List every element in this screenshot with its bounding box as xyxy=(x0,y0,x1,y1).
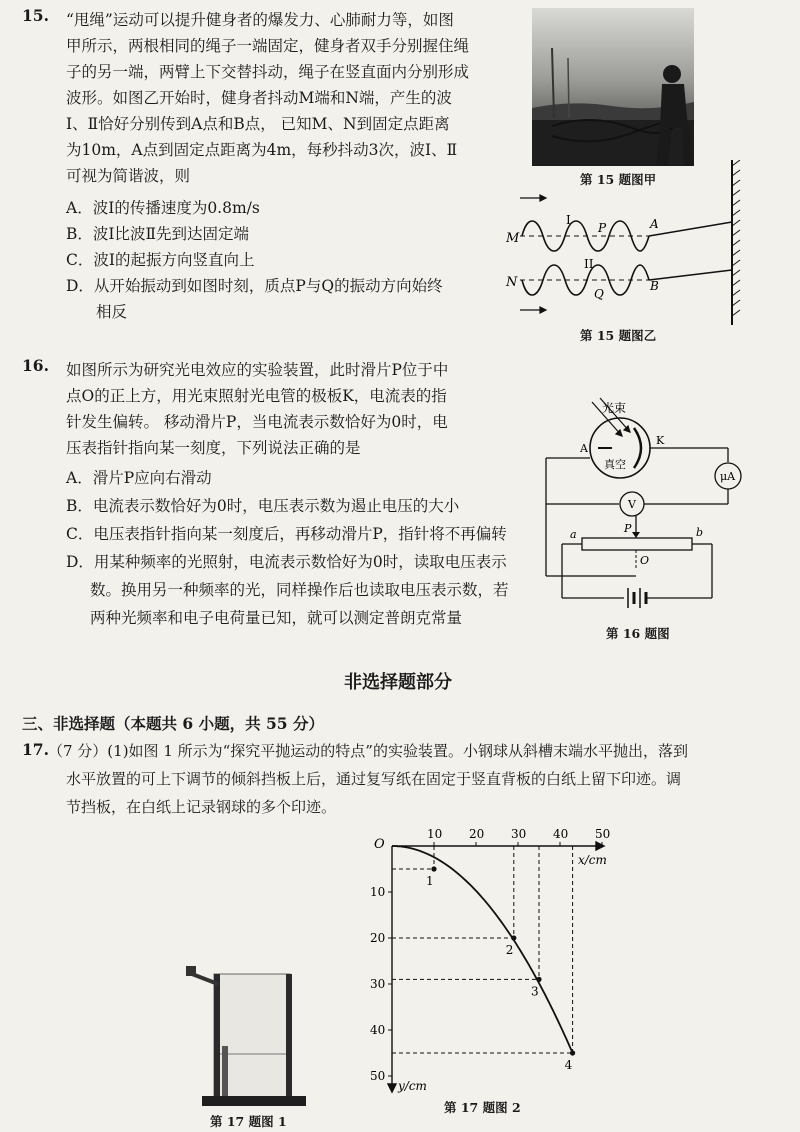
x-tick-label: 10 xyxy=(427,827,443,841)
option-c: C．电压表指针指向某一刻度后，再移动滑片P，指针将不再偏转 xyxy=(66,525,507,543)
question-text-line: （7 分）(1)如图 1 所示为“探究平抛运动的特点”的实验装置。小钢球从斜槽末端水平抛出，落到 xyxy=(48,742,688,760)
y-tick-label: 10 xyxy=(370,885,386,899)
option-d-continued: 两种光频率和电子电荷量已知，就可以测定普朗克常量 xyxy=(90,609,463,627)
point-label: 4 xyxy=(564,1058,573,1072)
question-text-line: 子的另一端，两臂上下交替抖动，绳子在竖直面内分别形成 xyxy=(66,63,470,81)
label-microammeter: μA xyxy=(720,470,736,483)
point-label: 1 xyxy=(426,874,434,888)
label-b: B xyxy=(650,279,659,293)
trajectory-point xyxy=(511,935,516,940)
label-m: M xyxy=(506,231,520,246)
label-n: N xyxy=(506,275,518,290)
section-title: 非选择题部分 xyxy=(344,672,452,693)
trajectory-graph xyxy=(352,822,612,1098)
label-cathode-k: K xyxy=(656,434,665,447)
question-text-line: 节挡板，在白纸上记录钢球的多个印迹。 xyxy=(66,798,337,816)
label-end-a: a xyxy=(570,528,577,541)
question-text-line: 甲所示，两根相同的绳子一端固定，健身者双手分别握住绳 xyxy=(66,37,470,55)
label-voltmeter: V xyxy=(628,498,636,511)
label-a: A xyxy=(650,217,659,231)
label-q: Q xyxy=(594,287,604,301)
label-end-b: b xyxy=(696,526,704,539)
y-tick-label: 20 xyxy=(370,931,386,945)
question-number: 15. xyxy=(22,6,49,25)
photo-rope-exercise xyxy=(532,8,694,166)
question-text-line: 压表指针指向某一刻度，下列说法正确的是 xyxy=(66,439,361,457)
option-a: A．波Ⅰ的传播速度为0.8m/s xyxy=(66,199,260,217)
question-text-line: 点O的正上方，用光束照射光电管的极板K，电流表的指 xyxy=(66,387,447,405)
question-text-line: 为10m，A点到固定点距离为4m，每秒抖动3次，波Ⅰ、Ⅱ xyxy=(66,141,458,159)
label-slider-p: P xyxy=(624,522,632,535)
origin-label: O xyxy=(374,837,385,852)
label-vacuum: 真空 xyxy=(604,458,626,471)
label-midpoint-o: O xyxy=(640,554,650,567)
label-light-beam: 光束 xyxy=(602,401,627,415)
x-tick-label: 20 xyxy=(469,827,485,841)
wave-diagram xyxy=(500,160,750,325)
photoelectric-circuit-diagram xyxy=(536,396,746,618)
label-anode-a: A xyxy=(580,442,588,455)
part-heading: 三、非选择题（本题共 6 小题，共 55 分） xyxy=(22,714,324,733)
question-text-line: 针发生偏转。 移动滑片P，当电流表示数恰好为0时，电 xyxy=(66,413,448,431)
point-label: 3 xyxy=(531,984,539,999)
option-d: D．用某种频率的光照射，电流表示数恰好为0时，读取电压表示 xyxy=(66,553,507,571)
figure-caption: 第 17 题图 2 xyxy=(444,1100,521,1115)
question-text-line: 可视为简谐波，则 xyxy=(66,167,191,185)
option-c: C．波Ⅰ的起振方向竖直向上 xyxy=(66,251,255,269)
option-b: B．波Ⅰ比波Ⅱ先到达固定端 xyxy=(66,225,250,243)
point-label: 2 xyxy=(505,943,514,957)
figure-caption: 第 17 题图 1 xyxy=(210,1114,287,1129)
question-number: 16. xyxy=(22,356,49,375)
label-wave-i: I xyxy=(566,213,571,227)
question-number: 17. xyxy=(22,740,49,759)
figure-caption: 第 15 题图甲 xyxy=(580,172,657,187)
y-tick-label: 30 xyxy=(370,977,386,991)
trajectory-point xyxy=(431,866,436,871)
y-tick-label: 40 xyxy=(370,1023,386,1037)
label-wave-ii: II xyxy=(584,257,594,271)
question-text-line: Ⅰ、Ⅱ恰好分别传到A点和B点， 已知M、N到固定点距离 xyxy=(66,115,450,133)
x-tick-label: 40 xyxy=(553,827,569,841)
option-a: A．滑片P应向右滑动 xyxy=(66,469,212,487)
y-axis-label: y/cm xyxy=(398,1079,427,1093)
apparatus-photo xyxy=(162,950,312,1112)
option-d-continued: 数。换用另一种频率的光，同样操作后也读取电压表示数，若 xyxy=(90,581,509,599)
trajectory-curve xyxy=(392,846,573,1053)
question-text-line: 波形。如图乙开始时，健身者抖动M端和N端，产生的波 xyxy=(66,89,452,107)
x-tick-label: 30 xyxy=(511,827,527,841)
question-text-line: “甩绳”运动可以提升健身者的爆发力、心肺耐力等，如图 xyxy=(66,11,454,29)
trajectory-point xyxy=(536,977,541,982)
x-axis-label: x/cm xyxy=(578,853,607,867)
figure-caption: 第 15 题图乙 xyxy=(580,328,657,343)
x-tick-label: 50 xyxy=(595,827,611,841)
trajectory-point xyxy=(570,1050,575,1055)
option-d-continued: 相反 xyxy=(96,303,128,321)
label-p: P xyxy=(598,221,607,235)
figure-caption: 第 16 题图 xyxy=(606,626,670,641)
y-tick-label: 50 xyxy=(370,1069,386,1083)
option-d: D．从开始振动到如图时刻，质点P与Q的振动方向始终 xyxy=(66,277,443,295)
question-text-line: 如图所示为研究光电效应的实验装置，此时滑片P位于中 xyxy=(66,361,449,379)
option-b: B．电流表示数恰好为0时，电压表示数为遏止电压的大小 xyxy=(66,497,460,515)
question-text-line: 水平放置的可上下调节的倾斜挡板上后，通过复写纸在固定于竖直背板的白纸上留下印迹。调 xyxy=(66,770,682,788)
